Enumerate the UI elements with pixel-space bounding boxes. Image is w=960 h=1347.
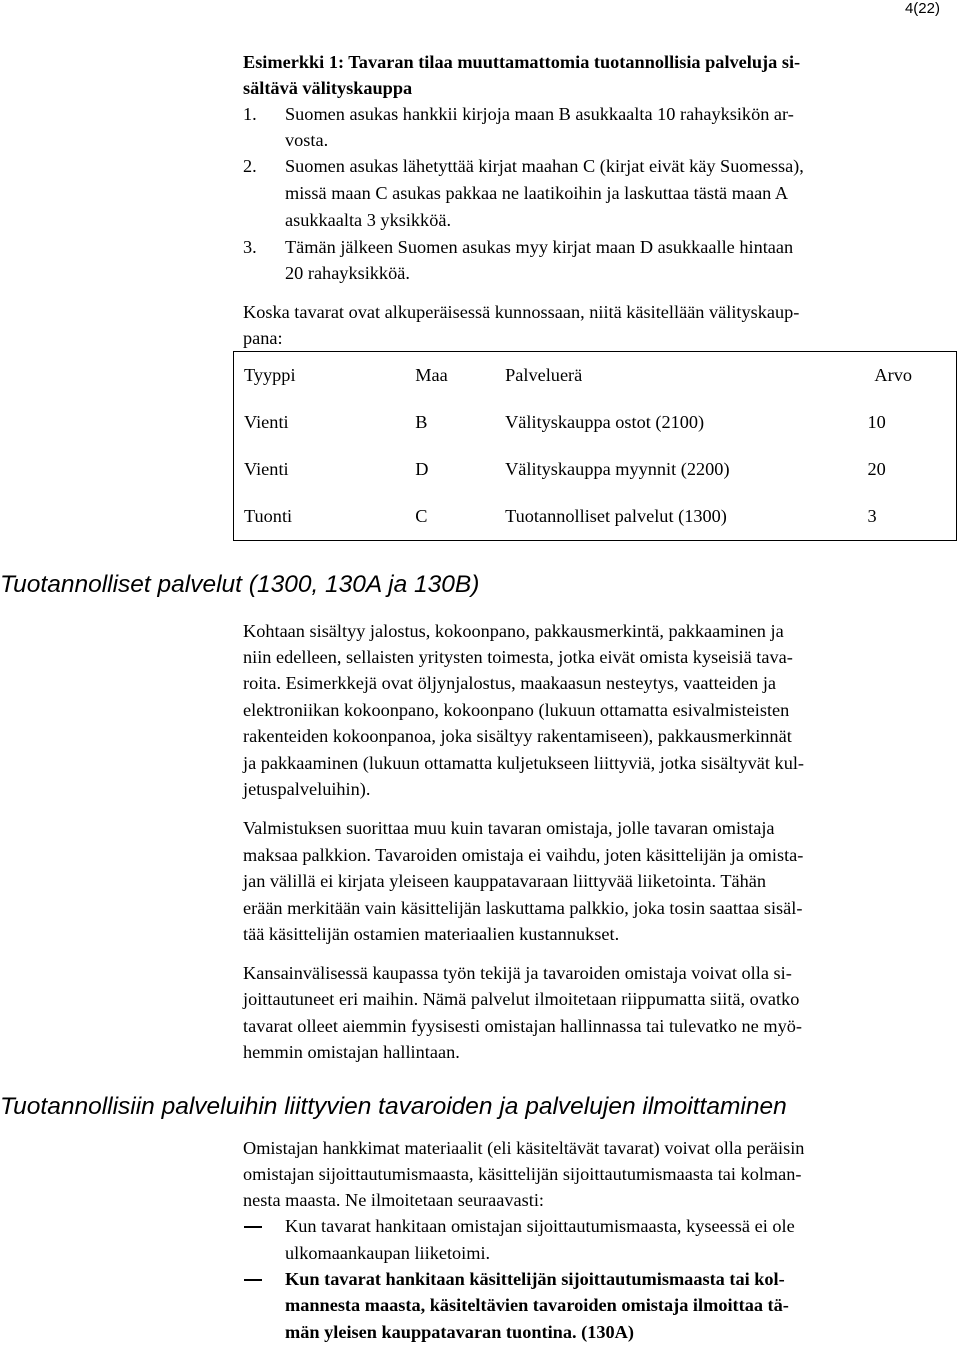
table-cell: 20 [867,459,886,479]
table-row [234,399,957,446]
bullet-line: ulkomaankaupan liiketoimi. [285,1243,491,1263]
table-cell: 10 [867,412,886,432]
paragraph-line: Valmistuksen suorittaa muu kuin tavaran omistaja, jolle tavaran omistaja [243,818,775,838]
dash-bullet-icon [244,1279,262,1281]
bullet-line: Kun tavarat hankitaan omistajan sijoittautumismaasta, kyseessä ei ole [285,1216,795,1236]
table-cell: D [415,459,429,479]
paragraph-line: hemmin omistajan hallintaan. [243,1042,460,1062]
paragraph-line: ja pakkaaminen (lukuun ottamatta kuljetukseen liittyviä, jotka sisältyvät kul- [243,753,804,773]
section-heading: Tuotannollisiin palveluihin liittyvien tavaroiden ja palvelujen ilmoittaminen [0,1093,787,1120]
table-cell: Tuonti [244,506,293,526]
bullet-line: mannesta maasta, käsiteltävien tavaroiden omistaja ilmoittaa tä- [285,1295,789,1315]
paragraph-line: Omistajan hankkimat materiaalit (eli käsiteltävät tavarat) voivat olla peräisin [243,1138,805,1158]
dash-bullet-icon [244,1226,262,1228]
step-line: Tämän jälkeen Suomen asukas myy kirjat maan D asukkaalle hintaan [285,237,794,257]
table-header-cell: Arvo [874,365,912,385]
section-heading: Tuotannolliset palvelut (1300, 130A ja 130B) [0,571,480,598]
note-line: Koska tavarat ovat alkuperäisessä kunnossaan, niitä käsitellään välityskaup- [243,302,800,322]
paragraph-line: Kansainvälisessä kaupassa työn tekijä ja tavaroiden omistaja voivat olla si- [243,963,792,983]
paragraph-line: omistajan sijoittautumismaasta, käsittelijän sijoittautumismaasta tai kolman- [243,1164,802,1184]
step-line: missä maan C asukas pakkaa ne laatikoihin ja laskuttaa tästä maan A [285,183,789,203]
step-line: Suomen asukas hankkii kirjoja maan B asukkaalta 10 rahayksikön ar- [285,104,794,124]
example-title-line-2: sältävä välityskauppa [243,78,413,98]
paragraph-line: tavarat olleet aiemmin fyysisesti omistajan hallinnassa tai tulevatko ne myö- [243,1016,802,1036]
table-row [234,493,957,541]
table-header-cell: Tyyppi [244,365,296,385]
paragraph-line: nesta maasta. Ne ilmoitetaan seuraavasti: [243,1190,545,1210]
paragraph-line: Kohtaan sisältyy jalostus, kokoonpano, pakkausmerkintä, pakkaaminen ja [243,621,784,641]
bullet-line: Kun tavarat hankitaan käsittelijän sijoittautumismaasta tai kol- [285,1269,785,1289]
paragraph-line: rakenteiden kokoonpanoa, joka sisältyy rakentamiseen), pakkausmerkinnät [243,726,792,746]
table-cell: Vienti [244,412,289,432]
step-line: vosta. [285,130,329,150]
table-cell: Vienti [244,459,289,479]
paragraph-line: roita. Esimerkkejä ovat öljynjalostus, maakaasun nesteytys, vaatteiden ja [243,673,777,693]
page-number: 4(22) [904,0,940,17]
bullet-line: män yleisen kauppatavaran tuontina. (130A) [285,1322,634,1342]
paragraph-line: erään merkitään vain käsittelijän laskuttama palkkio, joka tosin saattaa sisäl- [243,898,803,918]
table-cell: C [415,506,428,526]
paragraph-line: tää käsittelijän ostamien materiaalien kustannukset. [243,924,620,944]
paragraph-line: elektroniikan kokoonpano, kokoonpano (lukuun ottamatta esivalmisteisten [243,700,790,720]
step-line: asukkaalta 3 yksikköä. [285,210,452,230]
trade-table [233,351,957,541]
step-number: 3. [243,237,257,257]
table-header-cell: Palveluerä [505,365,583,385]
table-cell: 3 [867,506,877,526]
paragraph-line: niin edelleen, sellaisten yritysten toimesta, jotka eivät omista kyseisiä tava- [243,647,793,667]
note-line: pana: [243,328,283,348]
table-cell: Tuotannolliset palvelut (1300) [505,506,727,526]
paragraph-line: maksaa palkkion. Tavaroiden omistaja ei vaihdu, joten käsittelijän ja omista- [243,845,804,865]
table-cell: B [415,412,428,432]
example-title-line-1: Esimerkki 1: Tavaran tilaa muuttamattomia tuotannollisia palveluja si- [243,52,801,72]
table-row [234,446,957,493]
step-line: Suomen asukas lähetyttää kirjat maahan C (kirjat eivät käy Suomessa), [285,156,804,176]
step-number: 1. [243,104,257,124]
paragraph-line: jetuspalveluihin). [243,779,371,799]
paragraph-line: jan välillä ei kirjata yleiseen kauppatavaraan liittyvää liiketointa. Tähän [243,871,767,891]
table-header-row [234,352,957,400]
step-line: 20 rahayksikköä. [285,263,410,283]
table-cell: Välityskauppa ostot (2100) [505,412,705,432]
table-cell: Välityskauppa myynnit (2200) [505,459,730,479]
table-header-cell: Maa [415,365,448,385]
paragraph-line: joittautuneet eri maihin. Nämä palvelut ilmoitetaan riippumatta siitä, ovatko [243,989,800,1009]
step-number: 2. [243,156,257,176]
